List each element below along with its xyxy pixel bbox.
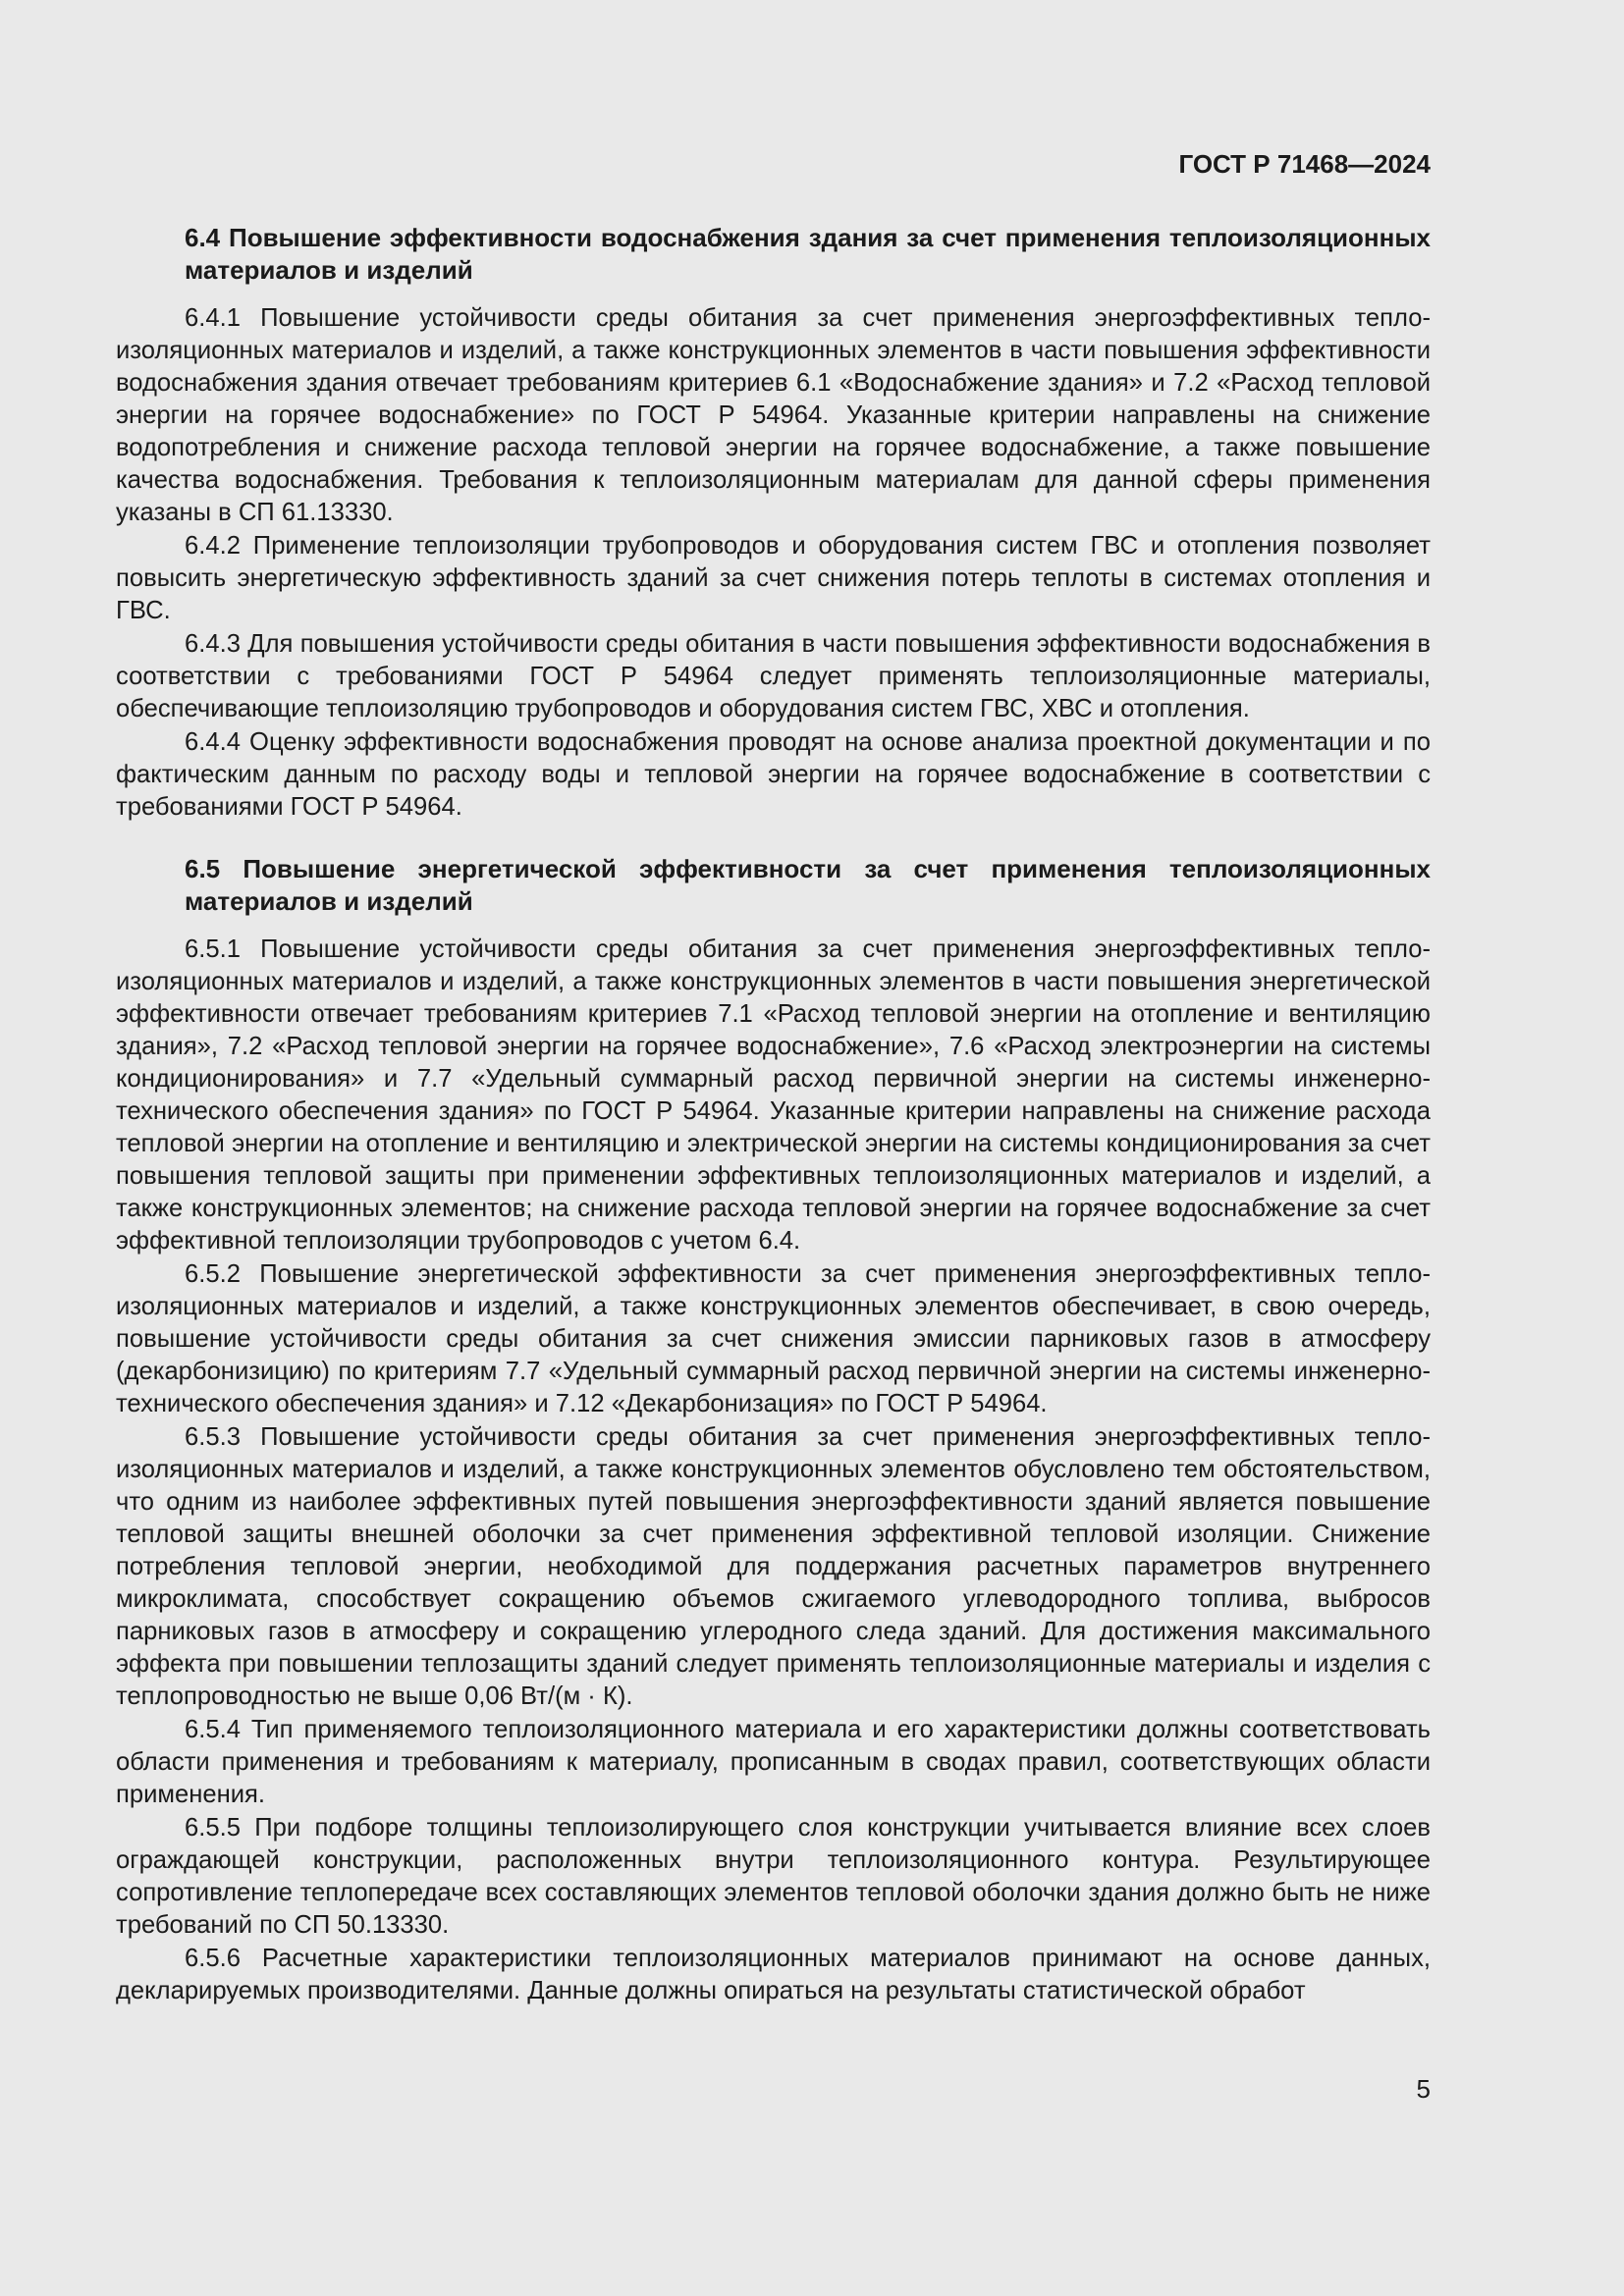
page-number: 5: [1416, 2074, 1431, 2104]
paragraph-6-5-6: 6.5.6 Расчетные характеристики теплоизоляционных материалов принимают на основе данных, декларируемых производителями. Данные должны опираться на результаты статистической обработ: [116, 1945, 1431, 2004]
paragraph-6-4-2: 6.4.2 Применение теплоизоляции трубопроводов и оборудования систем ГВС и отопления позволяет повысить энергетическую эффективность зданий за счет снижения потерь теплоты в системах отопления и ГВС.: [116, 532, 1431, 624]
document-body: [116, 222, 1431, 2008]
paragraph-6-5-4: 6.5.4 Тип применяемого теплоизоляционного материала и его характеристики должны соответствовать области применения и требованиям к материалу, прописанным в сводах правил, соответствующих области применения.: [116, 1716, 1431, 1808]
paragraph-6-5-1: 6.5.1 Повышение устойчивости среды обитания за счет применения энергоэффективных теплоизоляционных материалов и изделий, а также конструкционных элементов в части повышения энергетической эффективности отвечает требованиям критериев 7.1 «Расход тепловой энергии на отопление и вентиляцию здания», 7.2 «Расход тепловой энергии на горячее водоснабжение», 7.6 «Расход электроэнергии на системы кондиционирования» и 7.7 «Удельный суммарный расход первичной энергии на системы инженерно-технического обеспечения здания» по ГОСТ Р 54964. Указанные критерии направлены на снижение расхода тепловой энергии на отопление и вентиляцию и электрической энергии на системы кондиционирования за счет повышения тепловой защиты при применении эффективных теплоизоляционных материалов и изделий, а также конструкционных элементов; на снижение расхода тепловой энергии на горячее водоснабжение за счет эффективной теплоизоляции трубопроводов с учетом 6.4.: [116, 935, 1431, 1255]
paragraph-6-5-2: 6.5.2 Повышение энергетической эффективности за счет применения энергоэффективных теплоизоляционных материалов и изделий, а также конструкционных элементов обеспечивает, в свою очередь, повышение устойчивости среды обитания за счет снижения эмиссии парниковых газов в атмосферу (декарбонизицию) по критериям 7.7 «Удельный суммарный расход первичной энергии на системы инженерно-технического обеспечения здания» и 7.12 «Декарбонизация» по ГОСТ Р 54964.: [116, 1260, 1431, 1417]
section-heading-6-5: 6.5 Повышение энергетической эффективности за счет применения теплоизоляционных материалов и изделий: [185, 854, 1431, 916]
paragraph-6-5-5: 6.5.5 При подборе толщины теплоизолирующего слоя конструкции учитывается влияние всех слоев ограждающей конструкции, расположенных внутри теплоизоляционного контура. Результирующее сопротивление теплопередаче всех составляющих элементов тепловой оболочки здания должно быть не ниже требований по СП 50.13330.: [116, 1814, 1431, 1939]
paragraph-6-4-4: 6.4.4 Оценку эффективности водоснабжения проводят на основе анализа проектной документации и по фактическим данным по расходу воды и тепловой энергии на горячее водоснабжение в соответствии с требованиями ГОСТ Р 54964.: [116, 728, 1431, 821]
document-number-header: ГОСТ Р 71468—2024: [1178, 149, 1431, 179]
paragraph-6-4-1: 6.4.1 Повышение устойчивости среды обитания за счет применения энергоэффективных теплоизоляционных материалов и изделий, а также конструкционных элементов в части повышения эффективности водоснабжения здания отвечает требованиям критериев 6.1 «Водоснабжение здания» и 7.2 «Расход тепловой энергии на горячее водоснабжение» по ГОСТ Р 54964. Указанные критерии направлены на снижение водопотребления и снижение расхода тепловой энергии на горячее водоснабжение, а также повышение качества водоснабжения. Требования к теплоизоляционным материалам для данной сферы применения указаны в СП 61.13330.: [116, 304, 1431, 526]
paragraph-6-4-3: 6.4.3 Для повышения устойчивости среды обитания в части повышения эффективности водоснабжения в соответствии с требованиями ГОСТ Р 54964 следует применять теплоизоляционные материалы, обеспечивающие теплоизоляцию трубопроводов и оборудования систем ГВС, ХВС и отопления.: [116, 630, 1431, 722]
section-heading-6-4: 6.4 Повышение эффективности водоснабжения здания за счет применения теплоизоляционных материалов и изделий: [185, 223, 1431, 285]
paragraph-6-5-3: 6.5.3 Повышение устойчивости среды обитания за счет применения энергоэффективных теплоизоляционных материалов и изделий, а также конструкционных элементов обусловлено тем обстоятельством, что одним из наиболее эффективных путей повышения энергоэффективности зданий является повышение тепловой защиты внешней оболочки за счет применения эффективной тепловой изоляции. Снижение потребления тепловой энергии, необходимой для поддержания расчетных параметров внутреннего микроклимата, способствует сокращению объемов сжигаемого углеводородного топлива, выбросов парниковых газов в атмосферу и сокращению углеродного следа зданий. Для достижения максимального эффекта при повышении теплозащиты зданий следует применять теплоизоляционные материалы и изделия с теплопроводностью не выше 0,06 Вт/(м · К).: [116, 1423, 1431, 1710]
